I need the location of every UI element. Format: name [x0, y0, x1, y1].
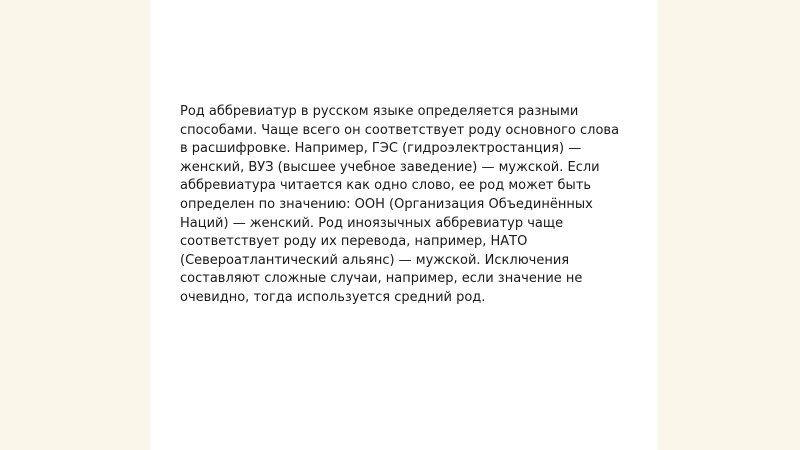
document-page	[150, 0, 658, 450]
body-paragraph: Род аббревиатур в русском языке определяется разными способами. Чаще всего он соответствует роду основного слова в расшифровке. Например, ГЭС (гидроэлектростанция) — женский, ВУЗ (высшее учебное заведение) — мужской. Если аббревиатура читается как одно слово, ее род может быть определен по значению: ООН (Организация Объединённых Наций) — женский. Род иноязычных аббревиатур чаще соответствует роду их перевода, например, НАТО (Североатлантический альянс) — мужской. Исключения составляют сложные случаи, например, если значение не очевидно, тогда используется средний род.	[180, 104, 620, 305]
